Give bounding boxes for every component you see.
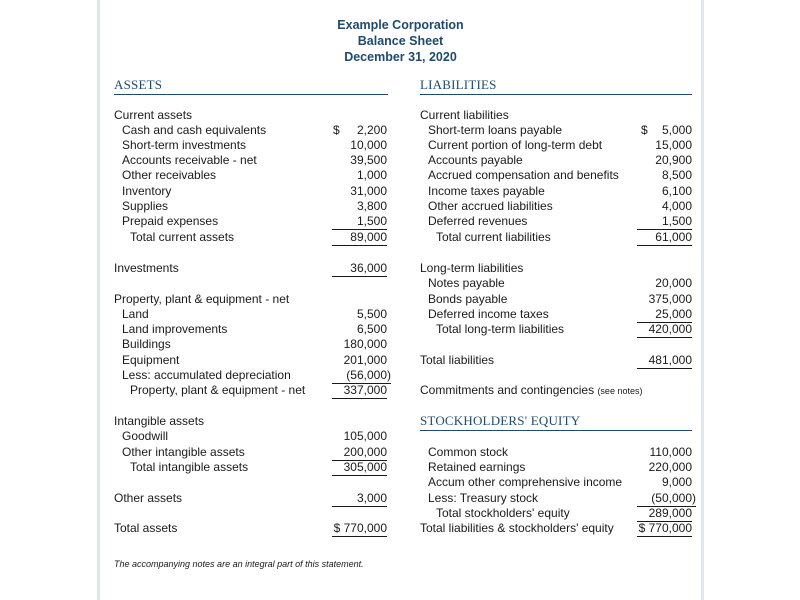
liability-row — [100, 184, 701, 199]
row-label: Equipment — [122, 353, 180, 367]
row-value: $ 770,000 — [638, 521, 692, 535]
row-label: Land improvements — [122, 322, 228, 336]
row-value: 420,000 — [637, 322, 692, 338]
row-label: Goodwill — [122, 429, 169, 443]
row-label: Supplies — [122, 199, 169, 213]
row-value: 5,500 — [356, 307, 387, 321]
row-label: Property, plant & equipment - net — [114, 292, 290, 306]
balance-sheet — [100, 0, 701, 600]
row-label: Cash and cash equivalents — [122, 123, 267, 137]
row-label: Short-term loans payable — [428, 123, 563, 137]
row-value: 337,000 — [332, 383, 387, 399]
row-label: Land — [122, 307, 149, 321]
row-value: 8,500 — [661, 168, 692, 182]
row-value: 1,500 — [332, 214, 387, 230]
row-label: Short-term investments — [122, 138, 247, 152]
asset-row — [100, 414, 400, 429]
row-value: 15,000 — [655, 138, 692, 152]
liability-row — [100, 322, 701, 337]
row-value: 305,000 — [332, 460, 387, 476]
asset-row — [100, 429, 400, 444]
liability-row — [100, 230, 701, 245]
row-value: 20,000 — [655, 276, 692, 290]
row-value: (50,000) — [637, 491, 696, 507]
row-value: 5,000 — [661, 123, 692, 137]
liability-row — [100, 383, 701, 398]
row-value: 375,000 — [648, 292, 692, 306]
row-label: Accounts receivable - net — [122, 153, 257, 167]
row-value: 10,000 — [350, 138, 387, 152]
row-value: 201,000 — [343, 353, 387, 367]
row-value: 1,000 — [356, 168, 387, 182]
row-label: Property, plant & equipment - net — [130, 383, 306, 397]
row-value: 180,000 — [343, 337, 387, 351]
row-value: 39,500 — [350, 153, 387, 167]
row-label: Other accrued liabilities — [428, 199, 553, 213]
row-value: (56,000) — [332, 368, 391, 384]
row-value: 105,000 — [343, 429, 387, 443]
row-value: 3,000 — [332, 491, 387, 507]
row-label: Total long-term liabilities — [436, 322, 565, 336]
equity-heading-rule — [420, 430, 692, 431]
row-value: 481,000 — [637, 353, 692, 369]
liability-row — [100, 153, 701, 168]
statement-title: Balance Sheet — [357, 34, 444, 48]
row-label: Buildings — [122, 337, 171, 351]
row-label: Current portion of long-term debt — [428, 138, 603, 152]
equity-row — [100, 475, 701, 490]
row-value: 9,000 — [661, 475, 692, 489]
row-label: Bonds payable — [428, 292, 508, 306]
row-label: Other intangible assets — [122, 445, 245, 459]
liability-row — [100, 292, 701, 307]
row-value: 220,000 — [648, 460, 692, 474]
row-value: 6,500 — [356, 322, 387, 336]
liabilities-heading: LIABILITIES — [420, 77, 497, 92]
row-label: Total current liabilities — [436, 230, 551, 244]
equity-heading: STOCKHOLDERS' EQUITY — [420, 413, 581, 428]
row-value: 3,800 — [356, 199, 387, 213]
row-label: Other receivables — [122, 168, 217, 182]
liability-row — [100, 168, 701, 183]
row-label: Less: accumulated depreciation — [122, 368, 291, 382]
liability-row — [100, 123, 701, 138]
equity-row — [100, 506, 701, 521]
row-value: 2,200 — [356, 123, 387, 137]
see-notes-link: (see notes) — [597, 386, 643, 396]
equity-row — [100, 445, 701, 460]
row-value: 110,000 — [649, 445, 692, 459]
row-label: Long-term liabilities — [420, 261, 524, 275]
row-label: Total intangible assets — [130, 460, 249, 474]
row-label: Deferred income taxes — [428, 307, 549, 321]
row-label: Total liabilities & stockholders' equity — [420, 521, 614, 535]
row-label: Other assets — [114, 491, 183, 505]
asset-row — [100, 368, 400, 383]
liabilities-heading-rule — [420, 94, 692, 95]
liability-row — [100, 353, 701, 368]
liability-row — [100, 138, 701, 153]
row-value: 25,000 — [637, 307, 692, 323]
row-label: Intangible assets — [114, 414, 205, 428]
row-value: $ 770,000 — [333, 521, 387, 535]
row-label: Current liabilities — [420, 108, 509, 122]
row-label: Retained earnings — [428, 460, 526, 474]
equity-row — [100, 460, 701, 475]
row-label: Total liabilities — [420, 353, 495, 367]
row-label: Notes payable — [428, 276, 505, 290]
asset-row — [100, 337, 400, 352]
company-name: Example Corporation — [337, 18, 464, 32]
row-value: 6,100 — [661, 184, 692, 198]
row-value: 31,000 — [350, 184, 387, 198]
footnote: The accompanying notes are an integral part of this statement. — [114, 559, 364, 569]
row-label: Total assets — [114, 521, 178, 535]
row-label: Common stock — [428, 445, 509, 459]
row-label: Inventory — [122, 184, 172, 198]
liability-row — [100, 307, 701, 322]
row-label: Total stockholders' equity — [436, 506, 570, 520]
row-label: Income taxes payable — [428, 184, 545, 198]
currency-symbol: $ — [641, 123, 648, 137]
row-value: 1,500 — [637, 214, 692, 230]
assets-heading: ASSETS — [114, 77, 163, 92]
liability-row — [100, 261, 701, 276]
row-label: Total current assets — [130, 230, 235, 244]
liability-row — [100, 199, 701, 214]
equity-row — [100, 491, 701, 506]
row-label: Deferred revenues — [428, 214, 528, 228]
currency-symbol: $ — [333, 123, 340, 137]
row-label: Less: Treasury stock — [428, 491, 539, 505]
row-label: Investments — [114, 261, 179, 275]
liability-row — [100, 214, 701, 229]
row-label: Prepaid expenses — [122, 214, 219, 228]
commitments-label: Commitments and contingencies — [420, 383, 595, 397]
row-label: Accum other comprehensive income — [428, 475, 623, 489]
equity-row — [100, 521, 701, 536]
row-label: Accounts payable — [428, 153, 523, 167]
row-value: 36,000 — [332, 261, 387, 277]
liability-row — [100, 108, 701, 123]
row-value: 200,000 — [332, 445, 387, 461]
row-value: 61,000 — [637, 230, 692, 246]
row-value: 289,000 — [637, 506, 692, 522]
row-label: Current assets — [114, 108, 193, 122]
assets-heading-rule — [114, 94, 388, 95]
row-value: 4,000 — [661, 199, 692, 213]
row-value: 89,000 — [332, 230, 387, 246]
row-value: 20,900 — [655, 153, 692, 167]
row-label — [420, 383, 642, 399]
liability-row — [100, 276, 701, 291]
page-frame — [97, 0, 704, 600]
statement-date: December 31, 2020 — [344, 50, 457, 64]
row-label: Accrued compensation and benefits — [428, 168, 619, 182]
